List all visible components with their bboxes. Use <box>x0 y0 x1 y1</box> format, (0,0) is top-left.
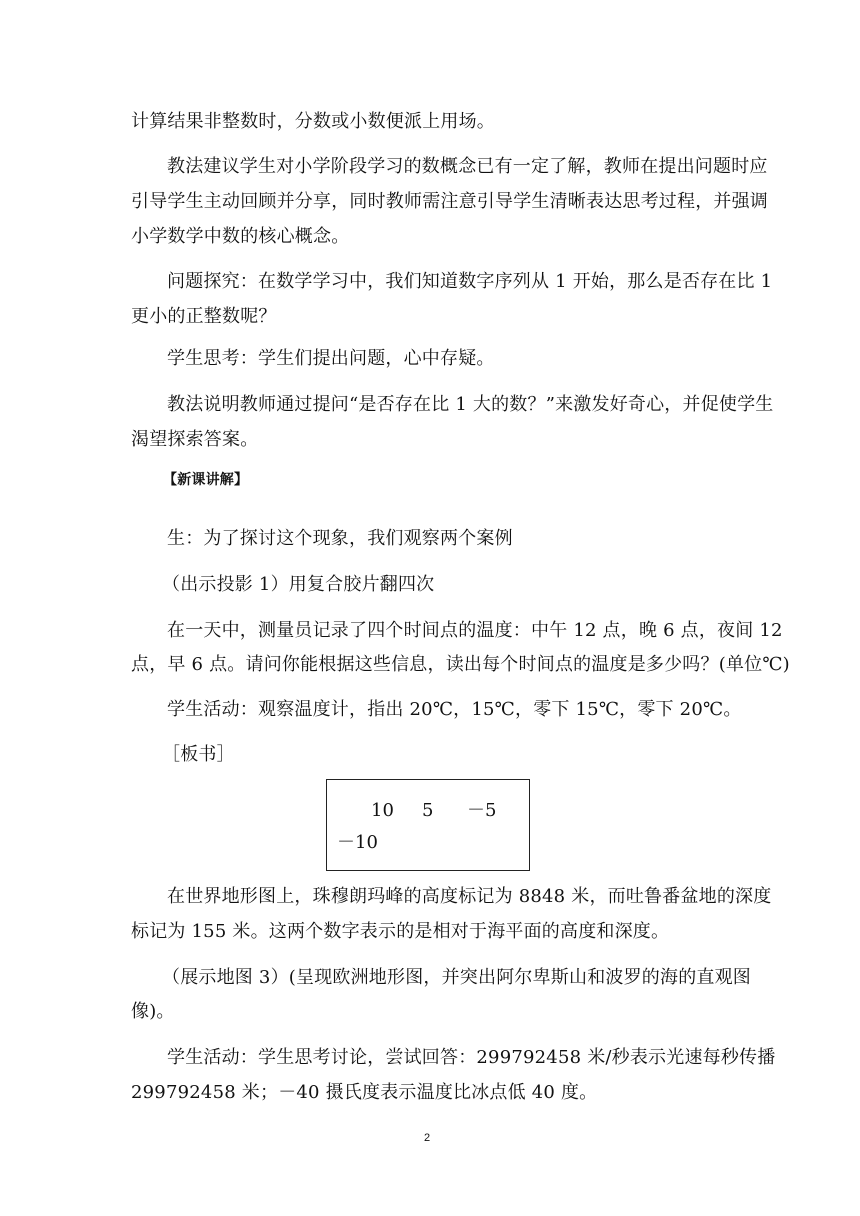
paragraph-line: 教法说明教师通过提问“是否存在比 1 大的数？”来激发好奇心，并促使学生 <box>167 394 774 415</box>
paragraph-line: （出示投影 1）用复合胶片翻四次 <box>162 574 435 595</box>
board-value: －5 <box>467 800 497 821</box>
paragraph-line: 学生活动：观察温度计，指出 20℃，15℃，零下 15℃，零下 20℃。 <box>167 699 742 720</box>
blackboard-box <box>326 779 530 871</box>
paragraph-line: 在一天中，测量员记录了四个时间点的温度：中午 12 点，晚 6 点，夜间 12 <box>167 620 783 641</box>
paragraph-line: 问题探究：在数学学习中，我们知道数字序列从 1 开始，那么是否存在比 1 <box>167 271 773 292</box>
paragraph-line: 小学数学中数的核心概念。 <box>131 226 350 247</box>
paragraph-line: 教法建议学生对小学阶段学习的数概念已有一定了解，教师在提出问题时应 <box>167 156 768 177</box>
paragraph-line: （展示地图 3）(呈现欧洲地形图，并突出阿尔卑斯山和波罗的海的直观图 <box>162 967 751 988</box>
paragraph-line: 标记为 155 米。这两个数字表示的是相对于海平面的高度和深度。 <box>131 921 670 942</box>
board-value: 5 <box>422 800 434 821</box>
board-value: 10 <box>371 800 394 821</box>
paragraph-line: 299792458 米；－40 摄氏度表示温度比冰点低 40 度。 <box>131 1082 598 1103</box>
paragraph-line: 学生活动：学生思考讨论，尝试回答：299792458 米/秒表示光速每秒传播 <box>167 1047 776 1068</box>
paragraph-line: 生：为了探讨这个现象，我们观察两个案例 <box>167 528 513 549</box>
paragraph-line: 计算结果非整数时，分数或小数便派上用场。 <box>131 111 495 132</box>
section-heading: 【新课讲解】 <box>163 472 249 488</box>
board-value: －10 <box>337 832 378 853</box>
paragraph-line: 引导学生主动回顾并分享，同时教师需注意引导学生清晰表达思考过程，并强调 <box>131 191 768 212</box>
paragraph-line: 点，早 6 点。请问你能根据这些信息，读出每个时间点的温度是多少吗？(单位℃) <box>131 654 790 675</box>
page-number: 2 <box>424 1132 431 1144</box>
paragraph-line: 在世界地形图上，珠穆朗玛峰的高度标记为 8848 米，而吐鲁番盆地的深度 <box>167 886 772 907</box>
paragraph-line: 更小的正整数呢？ <box>131 306 277 327</box>
paragraph-line: 学生思考：学生们提出问题，心中存疑。 <box>167 348 495 369</box>
board-label: ［板书］ <box>162 744 235 765</box>
paragraph-line: 渴望探索答案。 <box>131 429 259 450</box>
paragraph-line: 像)。 <box>131 1001 175 1022</box>
